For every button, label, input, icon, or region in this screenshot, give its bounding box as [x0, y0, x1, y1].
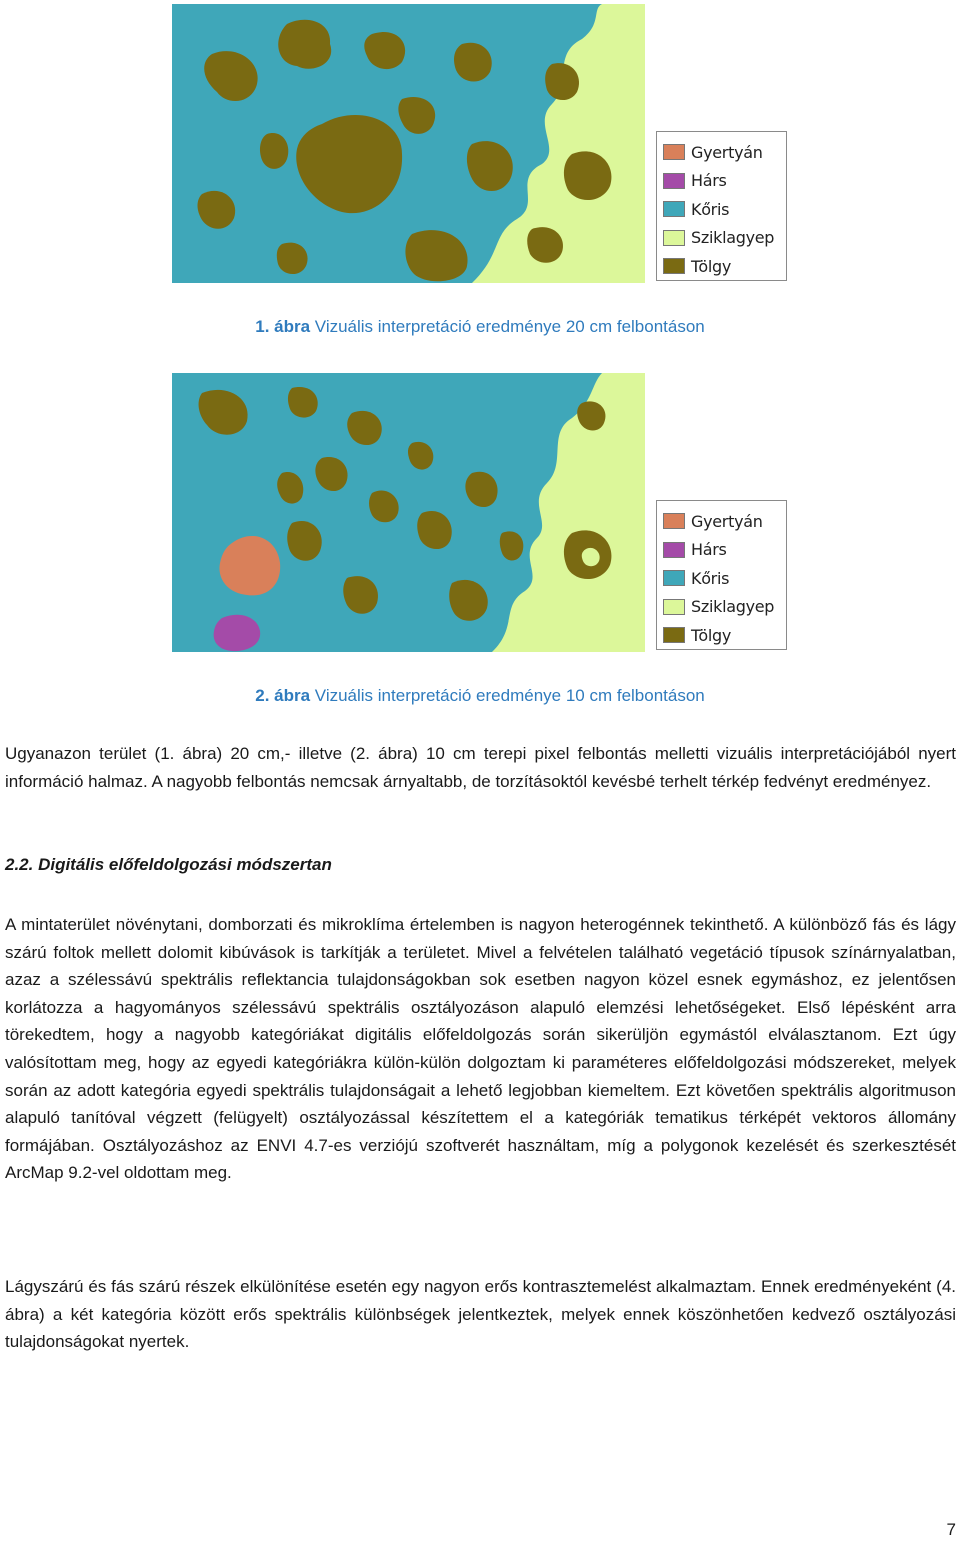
- legend-item-hars: [663, 536, 786, 565]
- legend-label: Kőris: [691, 199, 730, 219]
- legend-swatch: [663, 513, 685, 529]
- figure1-caption-number: 1. ábra: [255, 317, 311, 336]
- legend-swatch: [663, 599, 685, 615]
- legend-label: Sziklagyep: [691, 597, 775, 617]
- legend-label: Gyertyán: [691, 142, 763, 162]
- legend-item-sziklagyep: [663, 593, 786, 622]
- figure1-caption: [0, 317, 960, 337]
- legend-item-sziklagyep: [663, 224, 786, 253]
- legend-label: Sziklagyep: [691, 228, 775, 248]
- legend-label: Kőris: [691, 568, 730, 588]
- legend-item-tolgy: [663, 621, 786, 650]
- legend-swatch: [663, 542, 685, 558]
- legend-item-gyertyan: [663, 507, 786, 536]
- legend-label: Tölgy: [691, 625, 732, 645]
- paragraph-1: Ugyanazon terület (1. ábra) 20 cm,- illetve (2. ábra) 10 cm terepi pixel felbontás melletti vizuális interpretációjából nyert információ halmaz. A nagyobb felbontás nemcsak árnyaltabb, de torzításoktól kevésbé terhelt térkép fedvényt eredményez.: [5, 744, 956, 791]
- figure1-map: [172, 4, 645, 283]
- figure2-map: [172, 373, 645, 652]
- section-heading: 2.2. Digitális előfeldolgozási módszertan: [5, 855, 332, 874]
- legend-label: Tölgy: [691, 256, 732, 276]
- legend-swatch: [663, 201, 685, 217]
- page-number: 7: [946, 1520, 956, 1539]
- figure2-legend: [656, 500, 787, 650]
- figure2-caption-text: Vizuális interpretáció eredménye 10 cm felbontáson: [310, 686, 705, 705]
- legend-swatch: [663, 230, 685, 246]
- figure1-legend: [656, 131, 787, 281]
- legend-item-tolgy: [663, 252, 786, 281]
- legend-swatch: [663, 144, 685, 160]
- figure1-caption-text: Vizuális interpretáció eredménye 20 cm felbontáson: [310, 317, 705, 336]
- legend-swatch: [663, 173, 685, 189]
- legend-item-gyertyan: [663, 138, 786, 167]
- legend-item-koris: [663, 564, 786, 593]
- legend-item-hars: [663, 167, 786, 196]
- legend-label: Gyertyán: [691, 511, 763, 531]
- legend-label: Hárs: [691, 540, 727, 560]
- legend-label: Hárs: [691, 171, 727, 191]
- figure2-caption: [0, 686, 960, 706]
- figure2-caption-number: 2. ábra: [255, 686, 311, 705]
- legend-swatch: [663, 258, 685, 274]
- legend-item-koris: [663, 195, 786, 224]
- legend-swatch: [663, 627, 685, 643]
- paragraph-3: Lágyszárú és fás szárú részek elkülönítése esetén egy nagyon erős kontrasztemelést alkalmaztam. Ennek eredményeként (4. ábra) a két kategória között erős spektrális különbségek jelentkeztek, melyek ennek köszönhetően kedvező osztályozási tulajdonságokat nyertek.: [5, 1277, 956, 1352]
- paragraph-2: A mintaterület növénytani, domborzati és mikroklíma értelemben is nagyon heterogénnek tekinthető. A különböző fás és lágy szárú foltok mellett dolomit kibúvások is tarkítják a területet. Mivel a felvételen található vegetáció típusok színárnyalatban, azaz a szélessávú spektrális reflektancia tulajdonságokban sok esetben nagyon közel esnek egymáshoz, ez jelentősen korlátozza a hagyományos szélessávú spektrális osztályozáson alapuló elemzési lehetőségeket. Első lépésként arra törekedtem, hogy a nagyobb kategóriákat digitális előfeldolgozás során sikerüljön egymástól elválasztanom. Ezt úgy valósítottam meg, hogy az egyedi kategóriákra külön-külön dolgoztam ki paraméteres előfeldolgozási módszereket, melyek során az adott kategória egyedi spektrális tulajdonságait a lehető legjobban kiemeltem. Ezt követően spektrális algoritmuson alapuló tanítóval végzett (felügyelt) osztályozással készítettem el a kategóriák tematikus térképét vektoros állomány formájában. Osztályozáshoz az ENVI 4.7-es verziójú szoftverét használtam, míg a polygonok kezelését és szerkesztését ArcMap 9.2-vel oldottam meg.: [5, 915, 956, 1183]
- legend-swatch: [663, 570, 685, 586]
